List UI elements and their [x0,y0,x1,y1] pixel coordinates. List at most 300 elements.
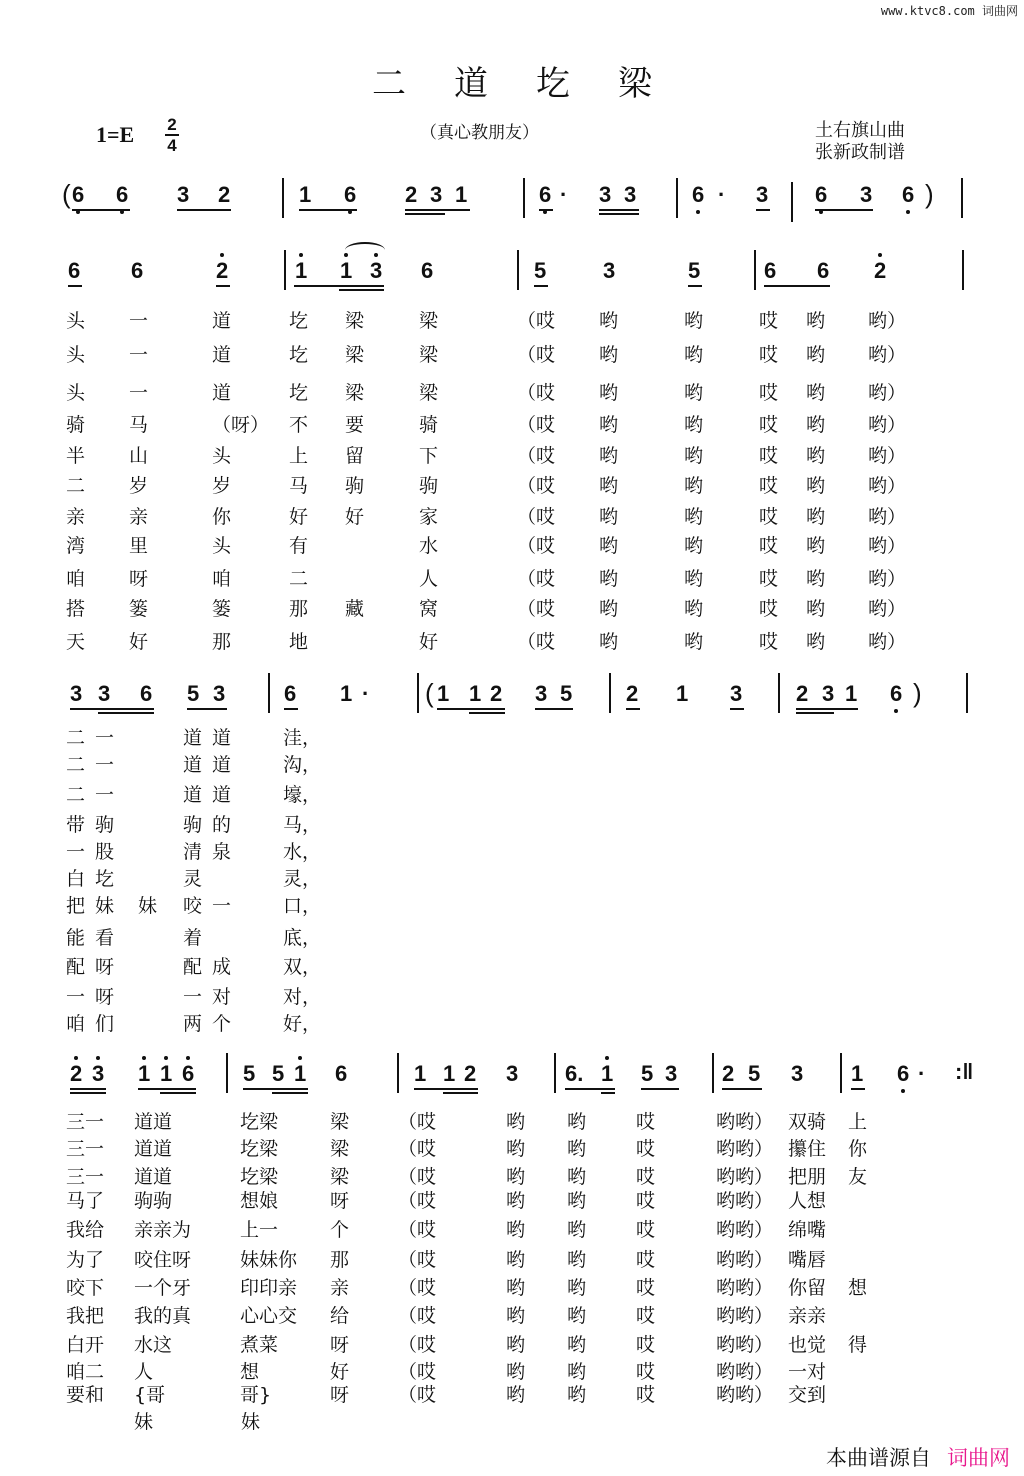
lyric-syllable: 人想 [788,1190,827,1212]
lyric-syllable: {哥 [134,1384,166,1406]
note: 6 [902,182,914,208]
lyric-syllable: 梁 [330,1111,350,1133]
lyric-syllable: 哟哟） [716,1277,774,1299]
lyric-syllable: 哎 [636,1190,656,1212]
lyric-syllable: 咬住呀 [134,1249,192,1271]
lyric-syllable: 三一 [66,1138,105,1160]
lyric-syllable: 妹 [138,895,158,917]
lyric-syllable: 灵， [283,868,322,890]
lyric-syllable: 要 [345,414,365,436]
beam [730,708,744,710]
note: 1 [437,681,450,706]
lyric-syllable: 我给 [66,1219,105,1241]
beam [72,209,130,211]
note: 2 [490,681,503,706]
lyric-syllable: 亲 [330,1277,350,1299]
lyric-syllable: 哟 [567,1384,587,1406]
lyric-syllable: 要和 [66,1384,105,1406]
lyric-syllable: 想 [848,1277,868,1299]
barline [966,673,968,713]
lyric-syllable: 圪 [289,382,309,404]
lyric-syllable: 个 [330,1219,350,1241]
lyric-syllable: 哎 [636,1361,656,1383]
beam [851,1088,865,1090]
note: 3 [98,681,111,706]
lyric-syllable: 哎 [636,1111,656,1133]
note: 2 [218,182,231,207]
lyric-syllable: （哎 [517,535,556,557]
lyric-syllable: 哟 [806,535,826,557]
lyric-syllable: 咱 [66,568,86,590]
lyric-syllable: 心心交 [240,1305,298,1327]
lyric-syllable: 上 [289,445,309,467]
lyric-syllable: 好 [419,631,439,653]
lyric-syllable: 圪 [95,868,115,890]
lyric-syllable: 圪梁 [240,1111,279,1133]
lyric-syllable: 哟） [868,598,907,620]
lyric-syllable: 哟 [567,1138,587,1160]
lyric-syllable: 地 [289,631,309,653]
note: 1 [443,1061,456,1086]
lyric-syllable: 一 [183,986,203,1008]
lyric-syllable: 梁 [419,382,439,404]
lyric-syllable: 亲亲 [788,1305,827,1327]
lyric-syllable: 咬 [183,895,203,917]
lyric-syllable: 哟 [599,445,619,467]
lyric-syllable: 一 [129,310,149,332]
lyric-syllable: 妹 [134,1411,154,1433]
note: 6 [344,182,356,208]
barline [554,1053,556,1093]
beam [187,708,227,710]
lyric-line [0,750,1024,778]
beam [722,1088,762,1090]
lyric-syllable: 哟 [506,1166,526,1188]
note: 3 [213,681,226,706]
lyric-syllable: 你留 [788,1277,827,1299]
note: 1 [160,1061,172,1087]
lyric-line [0,340,1024,368]
lyric-syllable: 友 [848,1166,868,1188]
note: 3 [624,182,637,207]
barline [962,250,964,290]
lyric-line [0,1273,1024,1301]
lyric-syllable: 哟哟） [716,1219,774,1241]
note: 5 [187,681,200,706]
beam [216,285,230,287]
note: 3 [370,258,382,284]
lyric-syllable: 好 [129,631,149,653]
lyric-syllable: 哟 [599,506,619,528]
lyric-syllable: 哟哟） [716,1249,774,1271]
note: 1 [455,182,468,207]
lyric-syllable: 圪 [289,344,309,366]
note: 6. [565,1061,584,1086]
lyric-syllable: 窝 [419,598,439,620]
staff-section-b [0,673,1024,729]
lyric-syllable: 一 [95,754,115,776]
lyric-syllable: （哎 [517,414,556,436]
lyric-syllable: 哎 [759,535,779,557]
lyric-syllable: 哎 [759,475,779,497]
lyric-syllable: 道道 [134,1166,173,1188]
lyric-syllable: 哎 [759,310,779,332]
note: 1 [469,681,482,706]
beam [437,708,505,710]
lyric-syllable: 把 [66,895,86,917]
note: 1 [676,681,689,706]
lyric-syllable: 哟 [684,445,704,467]
lyric-syllable: 哟 [567,1249,587,1271]
lyric-syllable: 妹妹你 [240,1249,298,1271]
lyric-syllable: 驹 [419,475,439,497]
beam [177,209,231,211]
note: 2 [216,258,228,284]
lyric-syllable: 能 [66,927,86,949]
lyric-syllable: 哟哟） [716,1361,774,1383]
beam [756,209,770,211]
lyric-syllable: （哎 [517,382,556,404]
note: 2 [722,1061,735,1086]
lyric-syllable: 配 [66,956,86,978]
lyric-syllable: 哟 [684,598,704,620]
lyric-syllable: 哟 [567,1166,587,1188]
lyric-syllable: （哎 [398,1334,437,1356]
lyric-syllable: 清 [183,841,203,863]
barline [517,250,519,290]
note: 6 [764,258,777,283]
lyric-line [0,1380,1024,1408]
barline [961,178,963,218]
barline [284,250,286,290]
note: 5 [748,1061,761,1086]
lyric-line [0,1301,1024,1329]
lyric-syllable: 那 [289,598,309,620]
lyric-syllable: 印印亲 [240,1277,298,1299]
lyric-syllable: 也觉 [788,1334,827,1356]
lyric-syllable: 道 [212,754,232,776]
lyric-syllable: 哟 [599,344,619,366]
repeat-end-sign: :‖ [955,1059,974,1084]
lyric-syllable: （哎 [398,1305,437,1327]
lyric-syllable: （哎 [517,445,556,467]
lyric-syllable: 咬下 [66,1277,105,1299]
footer-label: 本曲谱源自 [826,1446,931,1470]
lyric-syllable: 哟哟） [716,1384,774,1406]
lyric-line [0,627,1024,655]
lyric-line [0,982,1024,1010]
lyric-syllable: （哎 [398,1384,437,1406]
lyric-syllable: 呀 [95,956,115,978]
lyric-syllable: 梁 [330,1138,350,1160]
lyric-syllable: 头 [66,310,86,332]
lyric-brace-alt [0,1407,1024,1435]
lyric-syllable: 哟 [806,598,826,620]
beam [688,285,702,287]
lyric-syllable: 道道 [134,1111,173,1133]
lyric-syllable: 马， [283,814,322,836]
note: 3 [535,681,548,706]
note: 3 [70,681,83,706]
lyric-syllable: 哟 [684,382,704,404]
lyric-syllable: 哟 [567,1277,587,1299]
lyric-syllable: 一 [129,382,149,404]
source-watermark: www.ktvc8.com 词曲网 [880,4,1018,18]
lyric-syllable: 哎 [636,1138,656,1160]
beam [414,1088,478,1090]
lyric-syllable: 两 [183,1013,203,1035]
lyric-syllable: 哟哟） [716,1334,774,1356]
lyric-syllable: 梁 [345,310,365,332]
lyric-syllable: 哎 [636,1219,656,1241]
lyric-syllable: 哎 [636,1166,656,1188]
note: 2 [464,1061,477,1086]
lyric-syllable: 带 [66,814,86,836]
note: 1 [295,258,307,284]
lyric-syllable: 驹驹 [134,1190,173,1212]
lyric-syllable: 头 [212,445,232,467]
lyric-syllable: 哟） [868,631,907,653]
note: 3 [756,182,769,207]
lyric-syllable: 一 [95,784,115,806]
beam [68,285,82,287]
note: 5 [641,1061,654,1086]
note: 1 [851,1061,864,1086]
note: 3 [822,681,835,706]
lyric-line [0,1107,1024,1135]
lyric-syllable: 道 [212,382,232,404]
lyric-syllable: 梁 [419,344,439,366]
lyric-line [0,1186,1024,1214]
lyric-syllable: 白 [66,868,86,890]
lyric-syllable: 交到 [788,1384,827,1406]
lyric-syllable: 道 [183,784,203,806]
beam [405,209,470,211]
lyric-syllable: 梁 [345,344,365,366]
lyric-syllable: 道 [212,727,232,749]
beam [160,1092,196,1094]
lyric-syllable: （哎 [517,310,556,332]
note: 3 [599,182,612,207]
beam [284,708,298,710]
note: 6 [284,681,297,706]
note: 3 [603,258,616,283]
lyric-syllable: 篓 [212,598,232,620]
lyric-syllable: 哥} [240,1384,272,1406]
beam [294,285,384,287]
barline [282,178,284,218]
barline [523,178,525,218]
lyric-syllable: 上 [848,1111,868,1133]
lyric-syllable: 哟哟） [716,1138,774,1160]
barline [397,1053,399,1093]
beam [534,285,548,287]
lyric-syllable: 哟 [506,1334,526,1356]
lyric-syllable: 你 [848,1138,868,1160]
lyric-syllable: 梁 [345,382,365,404]
lyric-syllable: 哟 [599,382,619,404]
lyric-line [0,891,1024,919]
beam [796,712,834,714]
lyric-line [0,864,1024,892]
lyric-syllable: 哎 [759,598,779,620]
lyric-syllable: 哟 [599,535,619,557]
lyric-syllable: 哟 [806,382,826,404]
beam [764,285,830,287]
beam [138,1088,196,1090]
lyric-syllable: 成 [212,956,232,978]
note: 3 [177,182,190,207]
beam [601,1092,615,1094]
footer-brand-link[interactable]: 词曲网 [947,1446,1010,1470]
lyric-line [0,471,1024,499]
lyric-syllable: 哟哟） [716,1190,774,1212]
lyric-syllable: 哟） [868,382,907,404]
note: 6 [897,1061,909,1087]
lyric-syllable: 道 [183,727,203,749]
note: 6 [116,182,128,208]
lyric-syllable: （哎 [398,1166,437,1188]
lyric-syllable: 哟 [684,506,704,528]
note: 5 [534,258,547,283]
lyric-syllable: 想娘 [240,1190,279,1212]
lyric-syllable: 半 [66,445,86,467]
beam [70,708,154,710]
lyric-syllable: 们 [95,1013,115,1035]
lyric-syllable: 三一 [66,1111,105,1133]
lyric-syllable: 一 [66,841,86,863]
note: 6 [817,258,830,283]
beam [405,213,445,215]
lyric-syllable: 绵嘴 [788,1219,827,1241]
barline [778,673,780,713]
lyric-syllable: 那 [212,631,232,653]
lyric-syllable: 山 [129,445,149,467]
beam [599,209,639,211]
lyric-syllable: 一 [212,895,232,917]
beam [815,209,873,211]
beam [469,712,505,714]
lyric-line [0,378,1024,406]
note: 3 [430,182,443,207]
lyric-syllable: 马 [289,475,309,497]
lyric-syllable: 哎 [759,414,779,436]
note: 6 [539,182,551,208]
lyric-syllable: 我把 [66,1305,105,1327]
lyric-line [0,502,1024,530]
lyric-syllable: 马了 [66,1190,105,1212]
lyric-syllable: 个 [212,1013,232,1035]
lyric-syllable: 圪梁 [240,1166,279,1188]
lyric-syllable: 哟 [806,475,826,497]
lyric-syllable: 圪梁 [240,1138,279,1160]
lyric-syllable: 梁 [330,1166,350,1188]
lyric-syllable: 哟 [806,445,826,467]
lyric-syllable: 哟 [506,1249,526,1271]
time-sig-top: 2 [167,115,177,134]
augmentation-dot: · [560,182,568,207]
lyric-syllable: 哟） [868,310,907,332]
lyric-syllable: 哟 [567,1190,587,1212]
lyric-syllable: 马 [129,414,149,436]
lyric-syllable: 一 [66,986,86,1008]
lyric-syllable: 哟 [506,1361,526,1383]
lyric-syllable: 水 [419,535,439,557]
note: 6 [421,258,434,283]
beam [443,1092,478,1094]
note: 1 [601,1061,613,1087]
lyric-syllable: 为了 [66,1249,105,1271]
lyric-syllable: 不 [289,414,309,436]
lyric-syllable: 哟哟） [716,1305,774,1327]
note: 2 [405,182,418,207]
note: 6 [68,258,81,283]
note: 6 [335,1061,348,1086]
lyric-syllable: 哟） [868,344,907,366]
barline [226,1053,228,1093]
lyric-syllable: （哎 [398,1219,437,1241]
close-paren: ) [913,678,922,708]
lyric-syllable: 亲 [66,506,86,528]
lyric-syllable: 妹 [95,895,115,917]
lyric-syllable: 沟， [283,754,322,776]
lyric-syllable: 泉 [212,841,232,863]
lyric-syllable: 哟 [806,568,826,590]
lyric-syllable: 哟 [684,310,704,332]
credit-arranger: 张新政制谱 [815,142,905,163]
lyric-syllable: 梁 [419,310,439,332]
lyric-syllable: 哟 [506,1138,526,1160]
lyric-syllable: 哟 [599,475,619,497]
note: 3 [791,1061,804,1086]
barline [712,1053,714,1093]
lyric-syllable: 道 [212,784,232,806]
lyric-line [0,1245,1024,1273]
lyric-syllable: 哟 [684,414,704,436]
lyric-syllable: 妹 [241,1411,261,1433]
note: 3 [730,681,743,706]
lyric-syllable: 哎 [759,445,779,467]
beam [339,289,384,291]
lyric-syllable: 里 [129,535,149,557]
lyric-syllable: 那 [330,1249,350,1271]
lyric-syllable: （哎 [398,1138,437,1160]
lyric-syllable: 双骑 [788,1111,827,1133]
lyric-syllable: 哟哟） [716,1166,774,1188]
lyric-syllable: 一 [129,344,149,366]
lyric-syllable: 一 [95,727,115,749]
lyric-syllable: （哎 [517,506,556,528]
lyric-syllable: 驹 [95,814,115,836]
staff-intro [0,178,1024,234]
lyric-syllable: 得 [848,1334,868,1356]
beam [272,1092,308,1094]
lyric-syllable: 呀 [330,1190,350,1212]
lyric-line [0,810,1024,838]
lyric-syllable: 呀 [95,986,115,1008]
lyric-syllable: 头 [66,344,86,366]
lyric-syllable: 哎 [636,1384,656,1406]
lyric-syllable: 上一 [240,1219,279,1241]
lyric-syllable: （哎 [398,1277,437,1299]
note: 5 [272,1061,285,1086]
lyric-syllable: 咱二 [66,1361,105,1383]
lyric-line [0,306,1024,334]
lyric-syllable: 藏 [345,598,365,620]
lyric-syllable: 二 [66,754,86,776]
lyric-syllable: 哟 [806,344,826,366]
lyric-line [0,441,1024,469]
